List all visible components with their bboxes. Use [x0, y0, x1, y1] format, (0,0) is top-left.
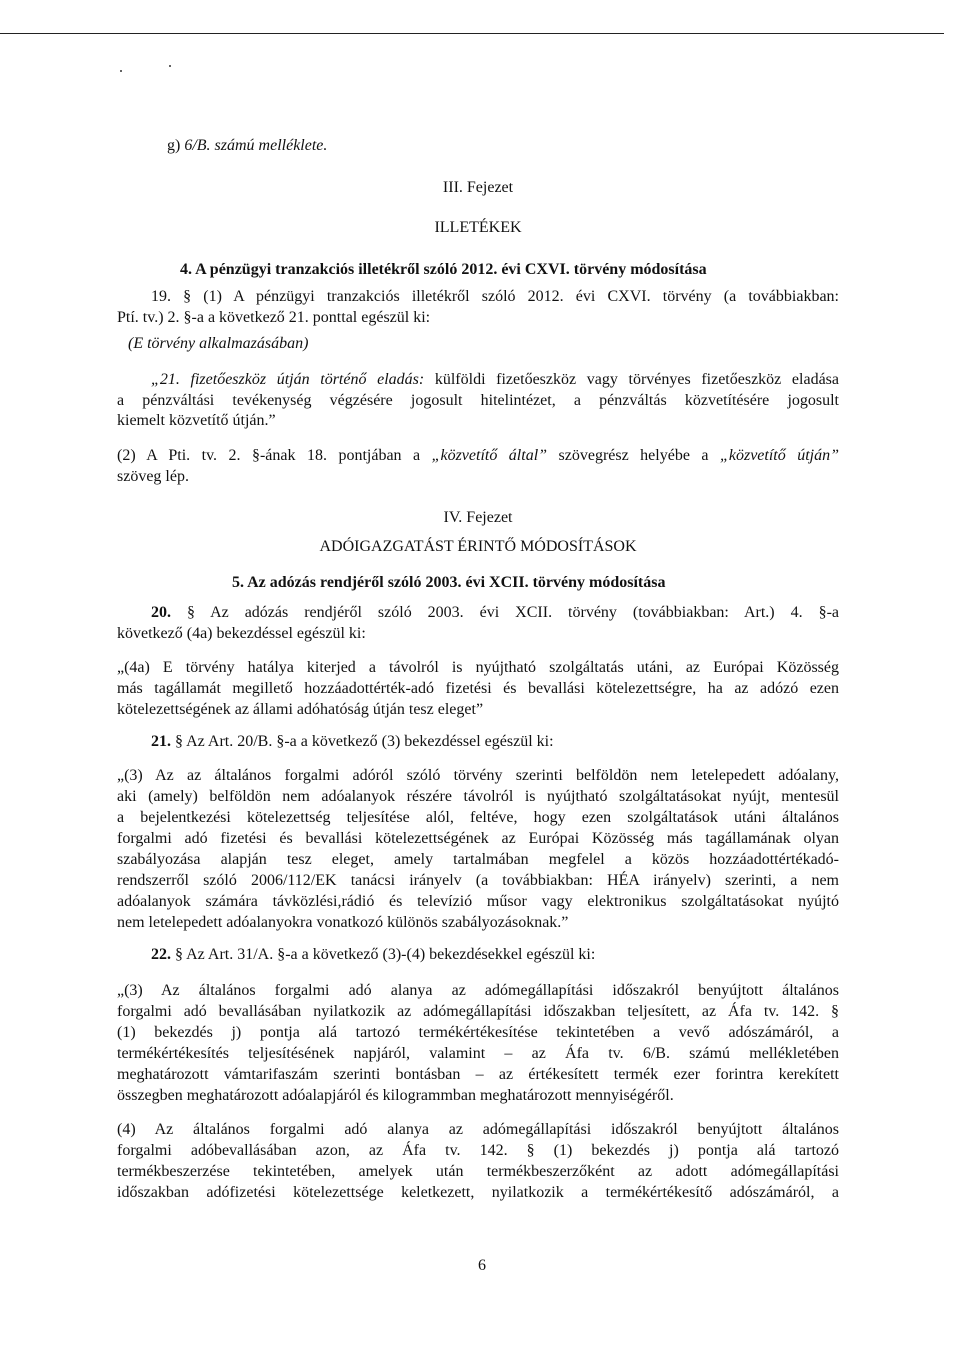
scan-speck: [169, 65, 171, 67]
para-3-line: „(3) Az az általános forgalmi adóról szóló törvény szerinti belföldön nem letelepedett adóalany,: [117, 767, 839, 784]
para-22-3-line: forgalmi adó bevallásában nyilatkozik az adómegállapítási időszakban teljesített, az Áfa tv. 142. §: [117, 1003, 839, 1020]
para-19-line: 19. § (1) A pénzügyi tranzakciós illetékről szóló 2012. évi CXVI. törvény (a továbbiakban:: [151, 288, 839, 305]
section-5-heading: 5. Az adózás rendjéről szóló 2003. évi XCII. törvény módosítása: [232, 574, 666, 591]
para-3-line: forgalmi adó fizetési és bevallási kötelezettségének az Európai Közösség más tagállamának olyan: [117, 830, 839, 847]
para-4a-line: kötelezettségének az állami adóhatóság útján tesz eleget”: [117, 701, 484, 718]
para-20-line: következő (4a) bekezdéssel egészül ki:: [117, 625, 366, 642]
para-22-3-line: termékértékesítés teljesítésének napjáról, valamint – az Áfa tv. 6/B. számú mellékletében: [117, 1045, 839, 1062]
para-2-quote: „közvetítő útján”: [719, 447, 839, 464]
para-22-line: [151, 945, 595, 965]
para-20-text: § Az adózás rendjéről szóló 2003. évi XCII. törvény (továbbiakban: Art.) 4. §-a: [171, 604, 839, 621]
annex-text: 6/B. számú melléklete.: [184, 137, 328, 154]
para-3-line: adóalanyok számára távközlési,rádió és televízió műsor vagy elektronikus szolgáltatásokat nyújtó: [117, 893, 839, 910]
page-number: 6: [478, 1257, 486, 1274]
para-2-text: szövegrész helyébe a: [547, 447, 720, 464]
para-2-line: szöveg lép.: [117, 468, 189, 485]
para-number: 21.: [151, 733, 171, 750]
para-22-text: § Az Art. 31/A. §-a a következő (3)-(4) bekezdésekkel egészül ki:: [171, 946, 596, 963]
annex-reference: [167, 136, 327, 156]
chapter-3-number: III. Fejezet: [442, 179, 514, 196]
scan-speck: [120, 70, 122, 72]
para-19-line: Ptí. tv.) 2. §-a a következő 21. ponttal egészül ki:: [117, 309, 431, 326]
para-2-text: (2) A Pti. tv. 2. §-ának 18. pontjában a: [117, 447, 432, 464]
para-22-3-line: összegben meghatározott adóalapjáról és kilogrammban meghatározott mennyiségéről.: [117, 1087, 674, 1104]
point-21-term: „21. fizetőeszköz útján történő eladás:: [151, 371, 425, 388]
para-22-3-line: meghatározott vámtarifaszám szerinti bontásban – az értékesített termék ezer forintra kerekített: [117, 1066, 839, 1083]
para-3-line: rendszerről szóló 2006/112/EK tanácsi irányelv (a továbbiakban: HÉA irányelv) szerinti, a nem: [117, 872, 839, 889]
para-3-line: a bejelentkezési kötelezettség teljesítése alól, feltéve, hogy ezen szolgáltatások utáni általános: [117, 809, 839, 826]
point-21-line: [151, 370, 839, 390]
para-20-line: [151, 603, 839, 623]
para-3-line: szabályozása alapján tesz eleget, amely tartalmában megfelel a közös hozzáadottértékadó-: [117, 851, 839, 868]
para-22-4-line: időszakban adófizetési kötelezettsége keletkezett, nyilatkozik a termékértékesítő adószámáról, a: [117, 1184, 839, 1201]
para-22-4-line: termékbeszerzése tekintetében, amelyek után termékbeszerzőként az adott adómegállapítási: [117, 1163, 839, 1180]
para-2-quote: „közvetítő által”: [431, 447, 548, 464]
chapter-4-title: ADÓIGAZGATÁST ÉRINTŐ MÓDOSÍTÁSOK: [319, 538, 637, 555]
list-marker: g): [167, 137, 181, 154]
para-19-note: (E törvény alkalmazásában): [128, 335, 309, 352]
para-2-line: [117, 446, 839, 466]
para-22-3-line: „(3) Az általános forgalmi adó alanya az adómegállapítási időszakról benyújtott általános: [117, 982, 839, 999]
chapter-3-title: ILLETÉKEK: [434, 219, 522, 236]
para-number: 20.: [151, 604, 171, 621]
para-22-4-line: forgalmi adóbevallásában azon, az Áfa tv. 142. § (1) bekezdés j) pontja alá tartozó: [117, 1142, 839, 1159]
para-4a-line: más tagállamát megillető hozzáadottérték-adó fizetési és bevallási kötelezettségre, ha az adózó ezen: [117, 680, 839, 697]
point-21-line: kiemelt közvetítő útján.”: [117, 412, 276, 429]
para-4a-line: „(4a) E törvény hatálya kiterjed a távolról is nyújtható szolgáltatás utáni, az Európai Közösség: [117, 659, 839, 676]
para-number: 22.: [151, 946, 171, 963]
chapter-4-number: IV. Fejezet: [443, 509, 513, 526]
para-21-text: § Az Art. 20/B. §-a a következő (3) bekezdéssel egészül ki:: [171, 733, 554, 750]
para-22-4-line: (4) Az általános forgalmi adó alanya az adómegállapítási időszakról benyújtott általános: [117, 1121, 839, 1138]
para-21-line: [151, 732, 554, 752]
section-4-heading: 4. A pénzügyi tranzakciós illetékről szóló 2012. évi CXVI. törvény módosítása: [180, 261, 707, 278]
para-3-line: nem letelepedett adóalanyokra vonatkozó különös szabályozásoknak.”: [117, 914, 569, 931]
point-21-line: a pénzváltási tevékenység végzésére jogosult hitelintézet, a pénzváltás közvetítésére jogosult: [117, 392, 839, 409]
para-22-3-line: (1) bekezdés j) pontja alá tartozó termékértékesítése tekintetében a vevő adószámáról, a: [117, 1024, 839, 1041]
point-21-text: külföldi fizetőeszköz vagy törvényes fizetőeszköz eladása: [424, 371, 840, 388]
top-rule: [0, 33, 944, 34]
para-3-line: aki (amely) belföldön nem adóalanyok részére távolról is nyújtható szolgáltatásokat nyújt, mentesül: [117, 788, 839, 805]
